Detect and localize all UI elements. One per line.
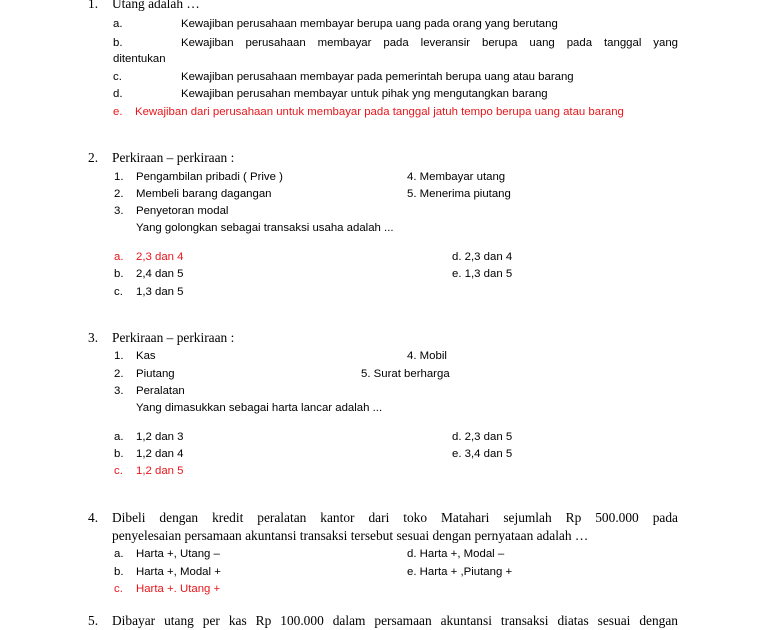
q3-answer-a: 1,2 dan 3 bbox=[136, 431, 184, 443]
q3-prompt: Yang dimasukkan sebagai harta lancar adalah ... bbox=[136, 402, 383, 414]
q1-option-e-answer: Kewajiban dari perusahaan untuk membayar pada tanggal jatuh tempo berupa uang atau barang bbox=[135, 106, 624, 118]
q3-item-1: Kas bbox=[136, 350, 156, 362]
q3-answer-d: d. 2,3 dan 5 bbox=[452, 431, 513, 443]
q2-answer-a: 2,3 dan 4 bbox=[136, 251, 184, 263]
q1-option-b-cont: ditentukan bbox=[113, 53, 166, 65]
q4-answer-b: Harta +, Modal + bbox=[136, 566, 221, 578]
q1-option-d-letter: d. bbox=[113, 88, 123, 100]
q2-answer-b: 2,4 dan 5 bbox=[136, 268, 184, 280]
q2-answer-a-letter: a. bbox=[114, 251, 124, 263]
q2-answer-d: d. 2,3 dan 4 bbox=[452, 251, 513, 263]
q3-item-2: Piutang bbox=[136, 368, 175, 380]
q2-item-5: 5. Menerima piutang bbox=[407, 188, 511, 200]
q3-item-3: Peralatan bbox=[136, 385, 185, 397]
q1-question: Utang adalah … bbox=[112, 0, 200, 11]
q4-question-line1: Dibeli dengan kredit peralatan kantor dari toko Matahari sejumlah Rp 500.000 pada bbox=[112, 510, 678, 525]
q3-item-4: 4. Mobil bbox=[407, 350, 447, 362]
q1-option-c: Kewajiban perusahaan membayar pada pemerintah berupa uang atau barang bbox=[181, 71, 574, 83]
q3-answer-b-letter: b. bbox=[114, 448, 124, 460]
q2-answer-b-letter: b. bbox=[114, 268, 124, 280]
q3-answer-c: 1,2 dan 5 bbox=[136, 465, 184, 477]
q1-option-a: Kewajiban perusahaan membayar berupa uang pada orang yang berutang bbox=[181, 18, 558, 30]
q4-answer-c-letter: c. bbox=[114, 583, 123, 595]
q2-item-3: Penyetoran modal bbox=[136, 205, 229, 217]
q4-answer-b-letter: b. bbox=[114, 566, 124, 578]
q2-item-3-num: 3. bbox=[114, 205, 124, 217]
q1-option-b: Kewajiban perusahaan membayar pada leveransir berupa uang pada tanggal yang bbox=[181, 37, 678, 49]
q2-answer-c: 1,3 dan 5 bbox=[136, 286, 184, 298]
q3-item-3-num: 3. bbox=[114, 385, 124, 397]
q2-number: 2. bbox=[88, 150, 99, 165]
q3-answer-b: 1,2 dan 4 bbox=[136, 448, 184, 460]
q2-question: Perkiraan – perkiraan : bbox=[112, 150, 235, 165]
q1-option-c-letter: c. bbox=[113, 71, 122, 83]
q2-item-2-num: 2. bbox=[114, 188, 124, 200]
q2-prompt: Yang golongkan sebagai transaksi usaha adalah ... bbox=[136, 222, 394, 234]
q1-option-b-letter: b. bbox=[113, 37, 123, 49]
q3-item-1-num: 1. bbox=[114, 350, 124, 362]
q4-number: 4. bbox=[88, 510, 99, 525]
q2-item-4: 4. Membayar utang bbox=[407, 171, 506, 183]
q2-item-1: Pengambilan pribadi ( Prive ) bbox=[136, 171, 283, 183]
q3-item-5: 5. Surat berharga bbox=[361, 368, 450, 380]
q1-option-a-letter: a. bbox=[113, 18, 123, 30]
q3-number: 3. bbox=[88, 330, 99, 345]
q5-number: 5. bbox=[88, 613, 99, 628]
q1-number: 1. bbox=[88, 0, 99, 11]
q4-answer-c: Harta +. Utang + bbox=[136, 583, 221, 595]
q2-answer-c-letter: c. bbox=[114, 286, 123, 298]
q3-answer-e: e. 3,4 dan 5 bbox=[452, 448, 513, 460]
q5-question-line1: Dibayar utang per kas Rp 100.000 dalam persamaan akuntansi transaksi diatas sesuai dengan bbox=[112, 613, 678, 628]
q2-answer-e: e. 1,3 dan 5 bbox=[452, 268, 513, 280]
q3-answer-c-letter: c. bbox=[114, 465, 123, 477]
q2-item-2: Membeli barang dagangan bbox=[136, 188, 272, 200]
q2-item-1-num: 1. bbox=[114, 171, 124, 183]
q3-question: Perkiraan – perkiraan : bbox=[112, 330, 235, 345]
q3-item-2-num: 2. bbox=[114, 368, 124, 380]
q4-answer-a: Harta +, Utang – bbox=[136, 548, 220, 560]
q4-answer-e: e. Harta + ,Piutang + bbox=[407, 566, 513, 578]
q3-answer-a-letter: a. bbox=[114, 431, 124, 443]
q1-option-e-letter: e. bbox=[113, 106, 123, 118]
q1-option-d: Kewajiban perusahan membayar untuk pihak yng mengutangkan barang bbox=[181, 88, 548, 100]
q4-answer-a-letter: a. bbox=[114, 548, 124, 560]
q4-answer-d: d. Harta +, Modal – bbox=[407, 548, 505, 560]
q4-question-line2: penyelesaian persamaan akuntansi transaksi tersebut sesuai dengan pernyataan adalah … bbox=[112, 528, 589, 543]
